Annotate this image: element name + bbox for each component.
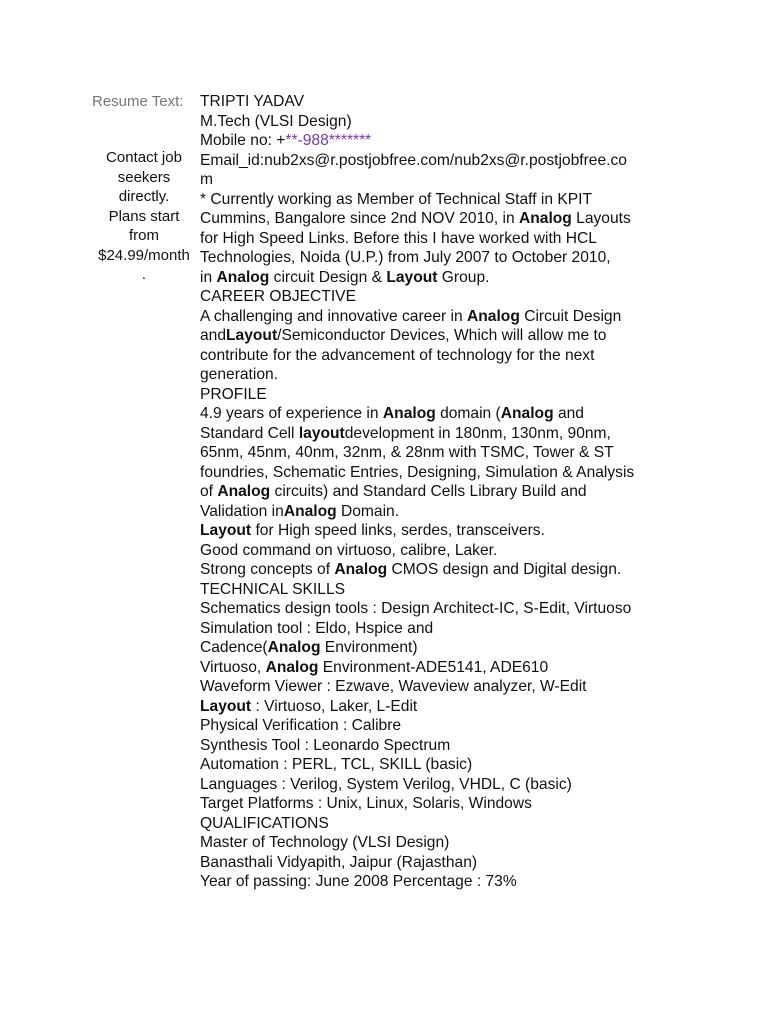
resume-line [200,872,682,892]
text-run: circuits) and Standard Cells Library Build and [270,483,587,500]
resume-line [200,814,682,834]
sidebar-line: from [129,227,159,244]
keyword-highlight: Analog [267,639,321,656]
text-run: Waveform Viewer : Ezwave, Waveview analyzer, W-Edit [200,678,587,695]
text-run: PROFILE [200,385,267,403]
text-run: 65nm, 45nm, 40nm, 32nm, & 28nm with TSMC, Tower & ST [200,444,614,461]
keyword-highlight: Layout [386,268,438,286]
resume-line [200,268,682,288]
keyword-highlight: Analog [500,405,554,422]
keyword-highlight: Analog [467,307,520,325]
sidebar-line: Plans start [108,207,180,225]
text-run: M.Tech (VLSI Design) [200,112,352,130]
sidebar-line: Contact job [106,149,182,166]
text-run: Environment) [320,639,418,656]
resume-line [200,209,682,229]
resume-line [200,775,682,795]
resume-line [200,229,682,249]
text-run: 4.9 years of experience in [200,405,383,422]
text-run: Cadence( [200,639,268,656]
text-run: for High Speed Links. Before this I have worked with HCL [200,229,597,247]
resume-line [200,736,682,756]
text-run: Domain. [336,502,400,520]
text-run: Languages : Verilog, System Verilog, VHDL, C (basic) [200,775,572,793]
sidebar-line: seekers [117,168,171,186]
text-run: m [200,171,213,188]
text-run: : Virtuoso, Laker, L-Edit [251,697,418,715]
resume-line [200,521,682,541]
text-run: /Semiconductor Devices, Which will allow me to [277,327,607,344]
resume-line [200,404,682,424]
text-run: * Currently working as Member of Technical Staff in KPIT [200,190,593,208]
keyword-highlight: Analog [334,561,388,578]
resume-line [200,151,682,171]
text-run: Good command on virtuoso, calibre, Laker. [200,541,498,559]
resume-line [200,248,682,268]
keyword-highlight: Analog [518,210,572,227]
text-run: Cummins, Bangalore since 2nd NOV 2010, in [200,210,519,227]
text-run: TECHNICAL SKILLS [200,580,346,598]
resume-line [200,580,682,600]
text-run: Physical Verification : Calibre [200,717,402,734]
resume-line [200,92,682,112]
resume-line [200,560,682,580]
keyword-highlight: Layout [200,522,252,539]
text-run: in [200,268,217,286]
resume-line [200,658,682,678]
text-run: Synthesis Tool : Leonardo Spectrum [200,736,451,754]
text-run: of [200,483,218,500]
text-run: Circuit Design [519,307,622,325]
text-run: Technologies, Noida (U.P.) from July 2007 to October 2010, [200,249,611,266]
text-run: foundries, Schematic Entries, Designing, Simulation & Analysis [200,463,635,481]
resume-line [200,697,682,717]
resume-line [200,502,682,522]
resume-line [200,307,682,327]
text-run: contribute for the advancement of technology for the next [200,346,595,364]
keyword-highlight: Layout [226,327,278,344]
resume-line [200,716,682,736]
keyword-highlight: Analog [216,268,270,286]
resume-line [200,346,682,366]
text-run: development in 180nm, 130nm, 90nm, [344,424,611,442]
text-run: A challenging and innovative career in [200,307,468,325]
keyword-highlight: layout [298,424,345,442]
resume-line [200,677,682,697]
text-run: generation. [200,366,279,383]
text-run: CAREER OBJECTIVE [200,288,356,305]
resume-line [200,463,682,483]
text-run: QUALIFICATIONS [200,814,329,832]
resume-line [200,131,682,151]
text-run: Group. [437,268,490,286]
keyword-highlight: Analog [283,502,337,520]
text-run: Validation in [200,502,284,520]
resume-line [200,541,682,561]
resume-line [200,326,682,346]
text-run: Environment-ADE5141, ADE610 [318,658,549,676]
resume-line [200,619,682,639]
keyword-highlight: Analog [382,405,436,422]
text-run: and [553,405,584,422]
text-run: **-988******* [285,132,372,149]
text-run: CMOS design and Digital design. [387,561,622,578]
resume-line [200,833,682,853]
text-run: for High speed links, serdes, transceivers. [251,522,545,539]
resume-line [200,638,682,658]
resume-line [200,443,682,463]
text-run: domain ( [435,405,501,422]
resume-line [200,599,682,619]
text-run: Master of Technology (VLSI Design) [200,834,450,851]
text-run: Standard Cell [200,424,299,442]
text-run: Email_id:nub2xs@r.postjobfree.com/nub2xs@r.postjobfree.co [200,151,627,169]
resume-text-label: Resume Text: [92,93,184,110]
resume-line [200,424,682,444]
resume-line [200,853,682,873]
text-run: Schematics design tools : Design Architect-IC, S-Edit, Virtuoso [200,600,632,617]
text-run: Year of passing: June 2008 Percentage : 73% [200,873,517,890]
resume-line [200,755,682,775]
text-run: circuit Design & [269,268,387,286]
text-run: Layouts [571,210,631,227]
resume-line [200,482,682,502]
text-run: Automation : PERL, TCL, SKILL (basic) [200,756,473,773]
contact-promo-sidebar [90,148,198,285]
resume-line [200,190,682,210]
text-run: Simulation tool : Eldo, Hspice and [200,619,434,637]
text-run: and [200,327,227,344]
resume-line [200,287,682,307]
text-run: Target Platforms : Unix, Linux, Solaris, Windows [200,795,532,812]
keyword-highlight: Analog [217,483,271,500]
keyword-highlight: Layout [200,697,252,715]
sidebar-line: . [141,266,147,283]
resume-line [200,385,682,405]
text-run: TRIPTI YADAV [200,93,304,110]
resume-body [200,92,682,892]
sidebar-line: directly. [118,188,170,205]
resume-line [200,112,682,132]
text-run: Virtuoso, [200,658,266,676]
text-run: Mobile no: + [200,132,286,149]
text-run: Banasthali Vidyapith, Jaipur (Rajasthan) [200,853,478,871]
keyword-highlight: Analog [265,658,319,676]
resume-line [200,365,682,385]
text-run: Strong concepts of [200,561,335,578]
resume-line [200,170,682,190]
resume-line [200,794,682,814]
sidebar-line: $24.99/month [98,246,190,264]
